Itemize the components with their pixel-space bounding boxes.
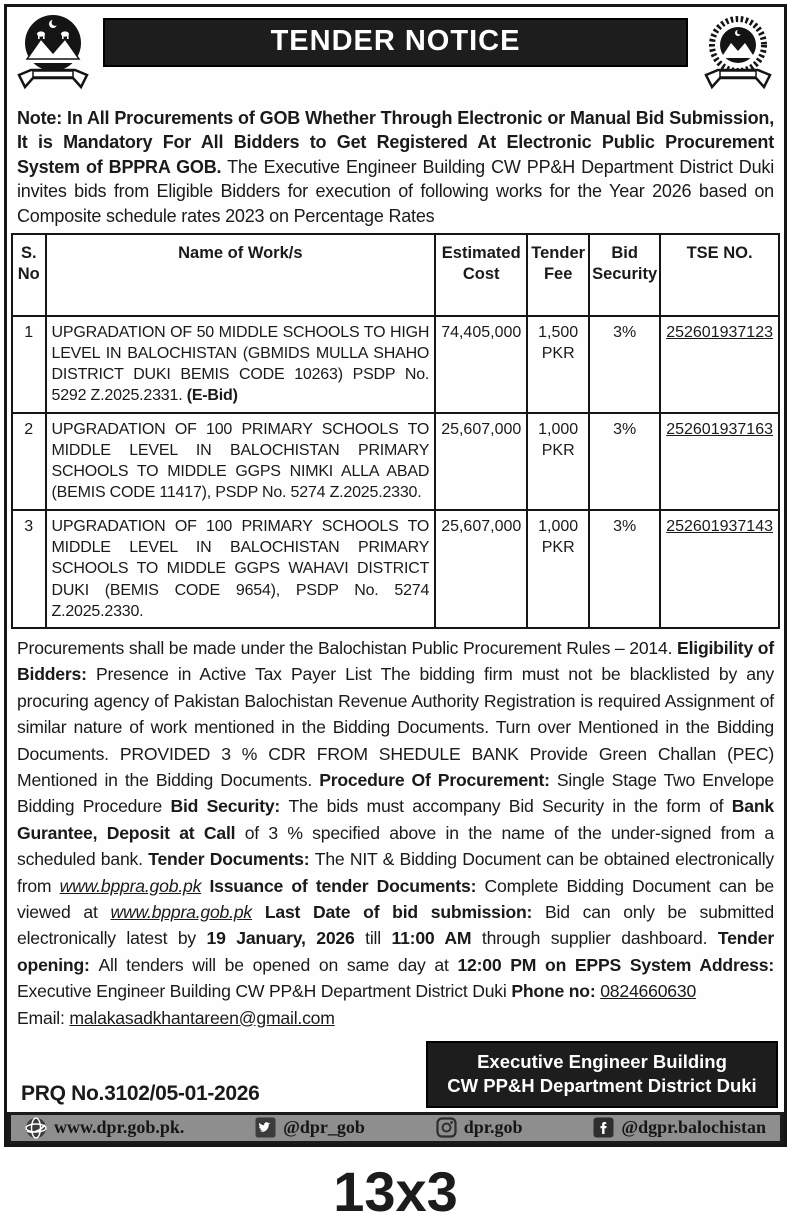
cell-fee [527, 316, 589, 413]
balochistan-government-emblem-icon [15, 13, 91, 104]
cell-tse [660, 316, 779, 413]
tse-number: 252601937163 [666, 420, 773, 438]
tse-number: 252601937123 [666, 323, 773, 341]
fee-unit: PKR [541, 538, 575, 556]
instagram-icon [436, 1117, 457, 1138]
fee-amount: 1,000 [538, 420, 579, 438]
globe-icon [25, 1117, 47, 1139]
note-paragraph [7, 104, 784, 233]
terms-segment: Executive Engineer Building CW PP&H Department District Duki [17, 981, 512, 1002]
department-crest-icon [700, 13, 776, 104]
terms-segment: Procedure Of Procurement: [319, 770, 557, 790]
cell-sno: 1 [12, 316, 46, 413]
terms-paragraph [7, 629, 784, 1035]
note-regular-text: The Executive Engineer Building CW PP&H Department District Duki invites bids from Eligible Bidders for execution of following works for the Year 2026 based on Composite schedule rates 2023 on Percentage Rates [17, 156, 775, 226]
fee-unit: PKR [541, 344, 575, 362]
terms-segment: through supplier dashboard. [471, 928, 718, 949]
website-item [25, 1117, 184, 1139]
terms-segment: Presence in Active Tax Payer List The bidding firm must not be blacklisted by any procuring agency of Pakistan Balochistan Revenue Authority Registration is required Assignment of similar nature of work mentioned in the Bidding Documents. Turn over Mentioned in the Bidding Documents. PROVIDED 3 % CDR FROM SHEDULE BANK Provide Green Challan (PEC) Mentioned in the Bidding Documents. [17, 664, 775, 790]
twitter-label: @dpr_gob [283, 1117, 365, 1138]
table-row [12, 510, 779, 628]
table-row [12, 316, 779, 413]
terms-segment: Bank Gurantee, Deposit at Call [17, 796, 774, 843]
cell-work [46, 413, 436, 510]
work-text: UPGRADATION OF 100 PRIMARY SCHOOLS TO MIDDLE LEVEL IN BALOCHISTAN PRIMARY SCHOOLS TO MIDDLE GGPS WAHAVI DISTRICT DUKI (BEMIS CODE 9654), PSDP No. 5274 Z.2025.2330. [51, 517, 430, 620]
terms-segment: 19 January, 2026 [206, 928, 355, 949]
tender-notice-title: TENDER NOTICE [103, 18, 688, 67]
cell-work [46, 510, 436, 628]
work-bold-text: (E-Bid) [186, 387, 238, 405]
cell-cost: 25,607,000 [435, 413, 527, 510]
terms-segment: till [354, 928, 392, 949]
social-strip [11, 1115, 780, 1141]
cell-sno: 2 [12, 413, 46, 510]
signature-line2: CW PP&H Department District Duki [447, 1075, 757, 1097]
header-tse: TSE NO. [660, 234, 779, 315]
tender-notice-document [4, 4, 787, 1147]
terms-segment: Last Date of bid submission: [264, 901, 546, 922]
header [7, 7, 784, 104]
terms-segment: Procurements shall be made under the Balochistan Public Procurement Rules – 2014. [17, 638, 678, 659]
terms-segment: of 3 % specified above in the name of the under-signed from a scheduled bank. [17, 822, 774, 870]
terms-segment: Phone no: [511, 981, 601, 1002]
prq-number: PRQ No.3102/05-01-2026 [21, 1081, 260, 1105]
terms-segment: www.bppra.gob.pk [110, 901, 253, 922]
fee-unit: PKR [541, 441, 575, 459]
terms-segment: Issuance of tender Documents: [209, 875, 485, 896]
work-text: UPGRADATION OF 100 PRIMARY SCHOOLS TO MIDDLE LEVEL IN BALOCHISTAN PRIMARY SCHOOLS TO MIDDLE GGPS NIMKI ALLA ABAD (BEMIS CODE 11417), PSDP No. 5274 Z.2025.2330. [51, 420, 430, 502]
terms-segment: The bids must accompany Bid Security in the form of [288, 796, 732, 817]
website-label: www.dpr.gob.pk. [54, 1117, 185, 1138]
terms-segment: 11:00 AM [391, 928, 472, 949]
terms-segment: Single Stage Two Envelope Bidding Procedure [17, 770, 774, 817]
table-header-row [12, 234, 779, 315]
header-fee: Tender Fee [527, 234, 589, 315]
terms-segment: 0824660630 [600, 981, 697, 1002]
header-security: Bid Security [589, 234, 660, 315]
works-table [11, 233, 780, 629]
terms-segment: malakasadkhantareen@gmail.com [69, 1007, 335, 1028]
note-bold-text: Note: In All Procurements of GOB Whether Through Electronic or Manual Bid Submission, It is Mandatory For All Bidders to Get Registered At Electronic Public Procurement System of BPPRA GOB. [17, 108, 774, 177]
header-work: Name of Work/s [46, 234, 436, 315]
table-row [12, 413, 779, 510]
cell-work [46, 316, 436, 413]
terms-segment: Tender Documents: [148, 849, 315, 870]
cell-tse [660, 510, 779, 628]
cell-cost: 25,607,000 [435, 510, 527, 628]
footer [7, 1035, 784, 1112]
facebook-icon [593, 1117, 614, 1138]
header-cost: Estimated Cost [435, 234, 527, 315]
cell-fee [527, 413, 589, 510]
facebook-item [593, 1117, 766, 1138]
fee-amount: 1,000 [538, 517, 579, 535]
cell-fee [527, 510, 589, 628]
terms-segment: Eligibility of Bidders: [17, 638, 774, 685]
terms-segment: All tenders will be opened on same day at [98, 954, 458, 975]
cell-cost: 74,405,000 [435, 316, 527, 413]
twitter-icon [255, 1117, 276, 1138]
terms-segment: Email: [17, 1007, 70, 1028]
terms-segment: 12:00 PM on EPPS System Address: [457, 954, 774, 975]
terms-segment: Complete Bidding Document can be viewed at [17, 875, 775, 922]
twitter-item [255, 1117, 365, 1138]
ad-size-tag: 13x3 [333, 1159, 458, 1223]
terms-segment [252, 902, 265, 922]
terms-segment: The NIT & Bidding Document can be obtained electronically from [17, 849, 775, 896]
terms-segment: Tender opening: [17, 928, 774, 975]
instagram-item [436, 1117, 523, 1138]
cell-security: 3% [589, 316, 660, 413]
facebook-label: @dgpr.balochistan [621, 1117, 766, 1138]
work-text: UPGRADATION OF 50 MIDDLE SCHOOLS TO HIGH LEVEL IN BALOCHISTAN (GBMIDS MULLA SHAHO DISTRICT DUKI BEMIS CODE 10263) PSDP No. 5292 Z.2025.2331. [51, 323, 430, 405]
social-bar [7, 1112, 784, 1144]
instagram-label: dpr.gob [463, 1117, 523, 1138]
header-sno: S. No [12, 234, 46, 315]
tse-number: 252601937143 [666, 517, 773, 535]
terms-segment: Bid Security: [170, 796, 289, 817]
cell-tse [660, 413, 779, 510]
terms-segment: Bid can only be submitted electronically latest by [17, 901, 774, 949]
cell-security: 3% [589, 413, 660, 510]
cell-security: 3% [589, 510, 660, 628]
terms-segment: www.bppra.gob.pk [59, 875, 202, 896]
signature-line1: Executive Engineer Building [477, 1050, 727, 1072]
fee-amount: 1,500 [538, 323, 579, 341]
signature-box [426, 1041, 778, 1108]
cell-sno: 3 [12, 510, 46, 628]
